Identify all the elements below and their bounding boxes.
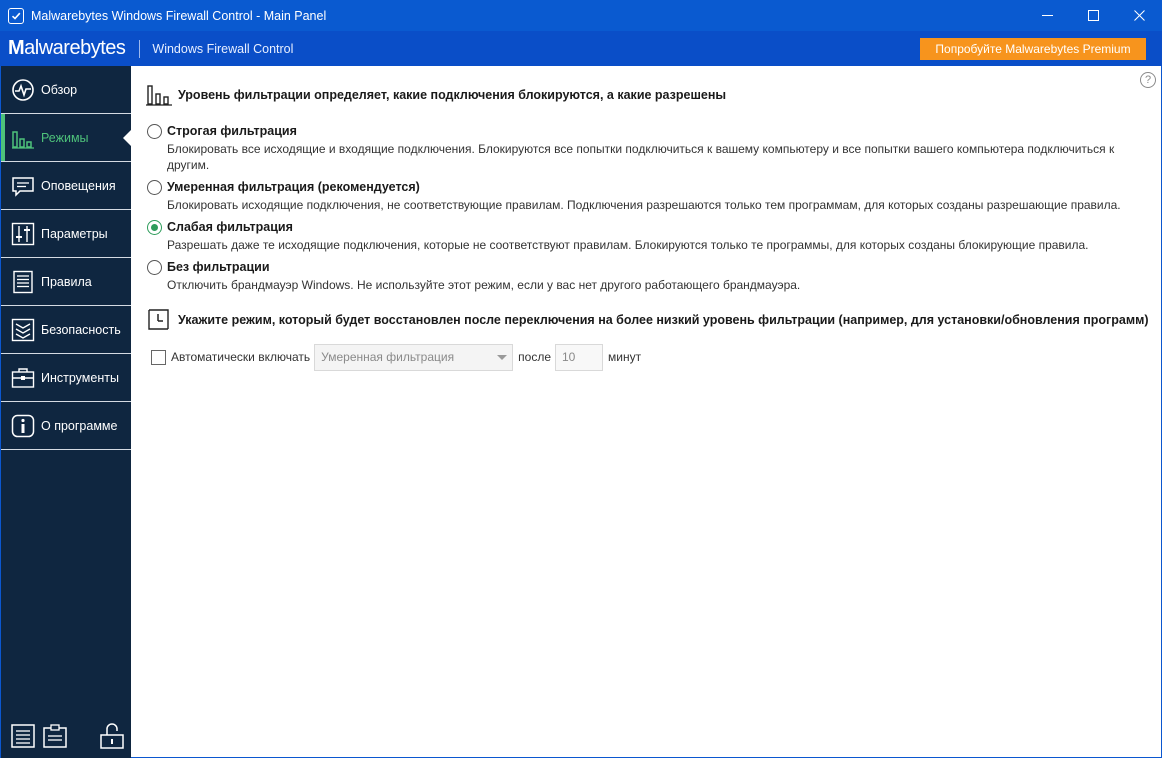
maximize-button[interactable] xyxy=(1070,0,1116,31)
help-icon[interactable]: ? xyxy=(1140,72,1156,88)
minimize-icon xyxy=(1042,10,1053,21)
sidebar-item-label: Параметры xyxy=(41,226,108,241)
main-panel xyxy=(131,66,1162,758)
radio-medium[interactable] xyxy=(147,180,162,195)
try-premium-button[interactable]: Попробуйте Malwarebytes Premium xyxy=(920,38,1146,60)
sidebar-bottom-button-log[interactable] xyxy=(9,722,37,750)
sidebar xyxy=(0,66,131,758)
notification-icon xyxy=(11,174,35,198)
minutes-label: минут xyxy=(608,350,642,364)
info-icon xyxy=(11,414,35,438)
auto-enable-checkbox[interactable] xyxy=(151,350,166,365)
radio-none[interactable] xyxy=(147,260,162,275)
bars-chart-icon xyxy=(146,82,172,108)
radio-strict[interactable] xyxy=(147,124,162,139)
restore-mode-value: Умеренная фильтрация xyxy=(321,350,455,364)
chevron-down-icon xyxy=(497,355,507,360)
sidebar-item-label: О программе xyxy=(41,418,118,433)
list-document-icon xyxy=(11,270,35,294)
sidebar-item-modes[interactable] xyxy=(1,114,131,162)
clock-icon xyxy=(146,307,172,333)
header-divider xyxy=(139,40,140,58)
restore-mode-heading xyxy=(146,307,1149,333)
option-title: Слабая фильтрация xyxy=(167,220,293,234)
option-title: Строгая фильтрация xyxy=(167,124,297,138)
option-description: Разрешать даже те исходящие подключения, которые не соответствуют правилам. Блокируются только те программы, для которых созданы блокирующие правила. xyxy=(167,238,1089,252)
filter-level-heading xyxy=(146,82,726,108)
restore-mode-heading-text: Укажите режим, который будет восстановлен после переключения на более низкий уровень фильтрации (например, для установки/обновления программ) xyxy=(178,313,1149,327)
sidebar-item-about[interactable] xyxy=(1,402,131,450)
sidebar-item-label: Правила xyxy=(41,274,92,289)
option-description: Блокировать исходящие подключения, не соответствующие правилам. Подключения разрешаются только тем программам, для которых созданы разрешающие правила. xyxy=(167,198,1121,212)
sidebar-item-security[interactable] xyxy=(1,306,131,354)
sidebar-item-rules[interactable] xyxy=(1,258,131,306)
sidebar-item-overview[interactable] xyxy=(1,66,131,114)
clipboard-icon xyxy=(41,722,69,750)
product-name: Windows Firewall Control xyxy=(152,41,294,56)
title-bar xyxy=(0,0,1162,31)
filter-level-heading-text: Уровень фильтрации определяет, какие подключения блокируются, а какие разрешены xyxy=(178,88,727,102)
sidebar-item-label: Режимы xyxy=(41,130,89,145)
after-label: после xyxy=(518,350,551,364)
pulse-icon xyxy=(11,78,35,102)
unlock-icon xyxy=(98,722,126,750)
auto-enable-label: Автоматически включать xyxy=(171,350,311,364)
option-description: Блокировать все исходящие и входящие подключения. Блокируются все попытки подключиться к вашему компьютеру и все попытки вашего компьютера подключиться к другим. xyxy=(167,142,1115,172)
close-icon xyxy=(1134,10,1145,21)
sidebar-bottom-button-lock[interactable] xyxy=(98,722,126,750)
radio-low[interactable] xyxy=(147,220,162,235)
shield-icon xyxy=(11,318,35,342)
sidebar-item-notifications[interactable] xyxy=(1,162,131,210)
option-title: Умеренная фильтрация (рекомендуется) xyxy=(167,180,420,194)
sidebar-item-label: Безопасность xyxy=(41,322,121,337)
bars-chart-icon xyxy=(11,126,35,150)
sidebar-item-label: Оповещения xyxy=(41,178,116,193)
restore-mode-dropdown[interactable] xyxy=(314,344,513,371)
sliders-icon xyxy=(11,222,35,246)
app-checkbox-icon xyxy=(8,8,24,24)
close-button[interactable] xyxy=(1116,0,1162,31)
minutes-input[interactable]: 10 xyxy=(555,344,603,371)
sidebar-bottom-toolbar xyxy=(1,722,131,752)
minimize-button[interactable] xyxy=(1024,0,1070,31)
window-title: Malwarebytes Windows Firewall Control - Main Panel xyxy=(31,8,327,23)
malwarebytes-logo: M alwarebytes xyxy=(8,37,126,59)
sidebar-bottom-button-clipboard[interactable] xyxy=(41,722,69,750)
sidebar-item-tools[interactable] xyxy=(1,354,131,402)
option-title: Без фильтрации xyxy=(167,260,270,274)
toolbox-icon xyxy=(11,366,35,390)
sidebar-item-settings[interactable] xyxy=(1,210,131,258)
auto-restore-row xyxy=(151,344,641,370)
document-list-icon xyxy=(9,722,37,750)
app-header xyxy=(0,31,1162,66)
option-description: Отключить брандмауэр Windows. Не используйте этот режим, если у вас нет другого работающего брандмауэра. xyxy=(167,278,801,292)
maximize-icon xyxy=(1088,10,1099,21)
sidebar-item-label: Обзор xyxy=(41,82,78,97)
sidebar-item-label: Инструменты xyxy=(41,370,119,385)
